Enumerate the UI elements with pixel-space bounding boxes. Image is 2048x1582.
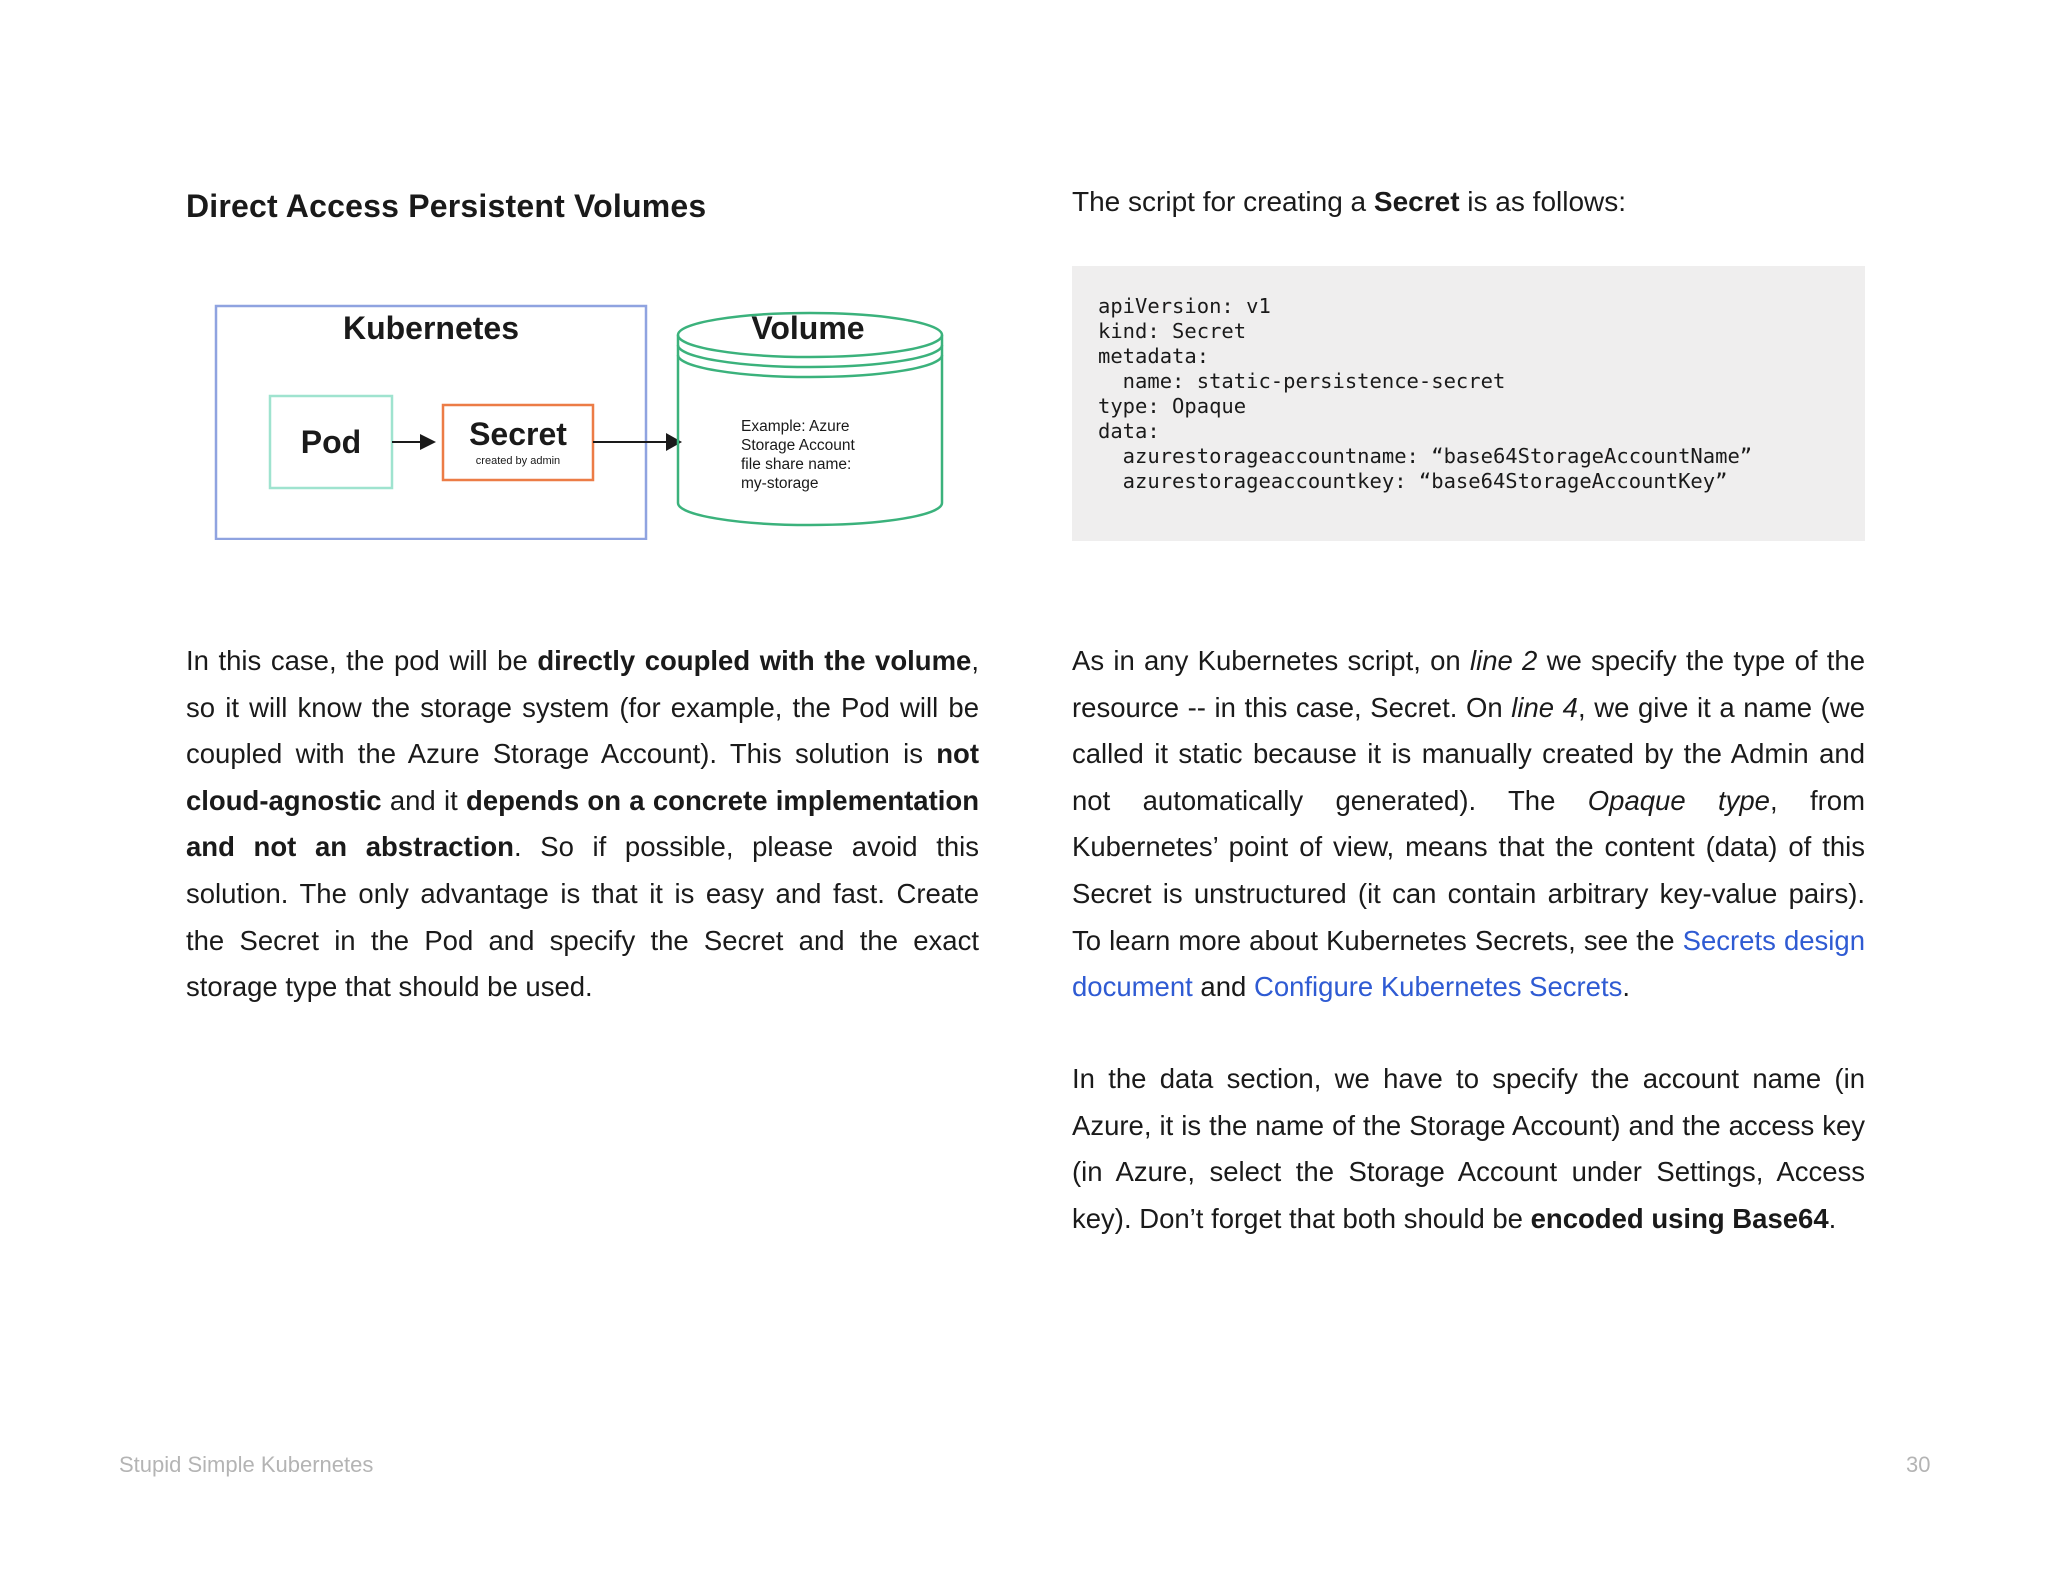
right-paragraph-text: . [1828,1202,1837,1234]
secret-to-volume-arrow-head [666,433,682,451]
left-paragraph-bold: depends on a concrete implementation and not an abstraction [186,784,979,863]
volume-label: Volume [751,310,865,346]
left-paragraph [186,638,979,1011]
code-block [1072,266,1865,541]
left-paragraph-bold: directly coupled with the volume [537,645,972,676]
configure-kubernetes-secrets-link[interactable]: Configure Kubernetes Secrets [1253,971,1623,1003]
right-paragraph-text: , from Kubernetes’ point of view, means that the content (data) of this Secret is unstructured (it can contain arbitrary key-value pairs). To learn more about Kubernetes Secrets, see the [1072,784,1865,956]
footer-page-number: 30 [1906,1452,1931,1477]
secret-yaml-code: apiVersion: v1 kind: Secret metadata: name: static-persistence-secret type: Opaque data: azurestorageaccountname: “base64StorageAccountName” azurestorageaccountkey: “base64StorageAccountKey” [1098,294,1753,493]
volume-note-line: file share name: [741,456,852,473]
left-paragraph-text: and it [381,784,467,816]
intro-text-post: is as follows: [1459,186,1627,217]
intro-text [1072,186,1626,218]
secret-sublabel: created by admin [475,455,561,467]
volume-note-line: my-storage [741,475,819,492]
section-heading: Direct Access Persistent Volumes [186,188,707,224]
right-paragraph-text: . [1622,971,1630,1003]
right-paragraph-text: we specify the type of the resource -- in this case, Secret. On [1072,645,1865,723]
left-paragraph-bold: not cloud-agnostic [186,738,979,816]
left-paragraph-text: In this case, the pod will be [186,645,538,676]
persistent-volume-diagram [186,290,966,540]
pod-to-secret-arrow-head [420,434,436,450]
right-paragraph-text: In the data section, we have to specify the account name (in Azure, it is the name of the Storage Account) and the access key (in Azure, select the Storage Account under Settings, Access key). Don’t forget that both should be [1072,1063,1865,1234]
intro-text-pre: The script for creating a [1072,186,1374,217]
left-paragraph-text: . So if possible, please avoid this solution. The only advantage is that it is easy and fast. Create the Secret in the Pod and specify the Secret and the exact storage type that should be used. [186,831,979,1003]
right-paragraph-bold: encoded using Base64 [1530,1202,1829,1234]
right-paragraph-1 [1072,638,1865,1011]
right-paragraph-2 [1072,1056,1865,1242]
right-paragraph-text: and [1192,971,1254,1003]
kubernetes-label: Kubernetes [342,310,520,346]
pod-label: Pod [300,424,362,460]
right-paragraph-text: , we give it a name (we called it static because it is manually created by the Admin and not automatically generated). The [1072,691,1865,816]
right-paragraph-italic: Opaque type [1587,784,1770,816]
right-paragraph-italic: line 4 [1511,691,1578,723]
footer-book-title: Stupid Simple Kubernetes [119,1452,374,1477]
secrets-design-document-link[interactable]: Secrets design document [1072,924,1865,1003]
secret-label: Secret [469,416,567,452]
right-paragraph-text: As in any Kubernetes script, on [1072,645,1470,676]
left-paragraph-text: , so it will know the storage system (for example, the Pod will be coupled with the Azure Storage Account). This solution is [186,645,979,770]
right-paragraph-italic: line 2 [1469,645,1538,676]
intro-text-bold: Secret [1373,186,1460,217]
volume-note-line: Example: Azure [741,418,850,435]
volume-note-line: Storage Account [741,437,855,454]
